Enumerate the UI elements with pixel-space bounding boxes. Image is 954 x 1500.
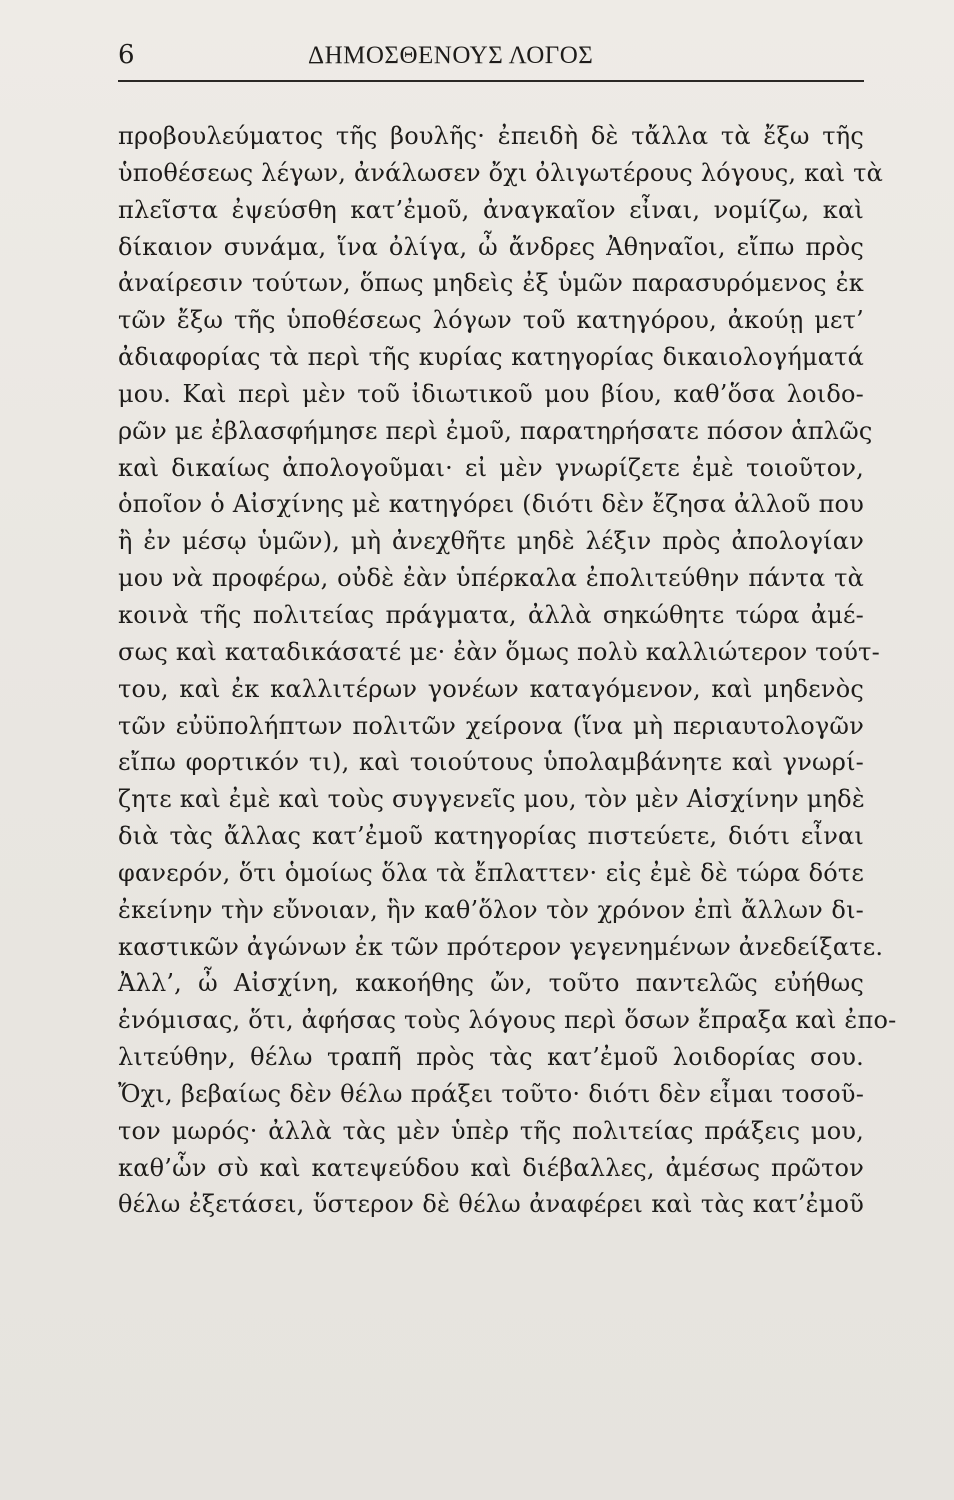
page-header <box>118 38 864 78</box>
text-line: δίκαιον συνάμα, ἵνα ὀλίγα, ὦ ἄνδρες Ἀθηναῖοι, εἴπω πρὸς <box>118 232 864 261</box>
running-title: ΔΗΜΟΣΘΕΝΟΥΣ ΛΟΓΟΣ <box>308 42 594 69</box>
text-line: του, καὶ ἐκ καλλιτέρων γονέων καταγόμενον, καὶ μηδενὸς <box>118 674 864 703</box>
text-line: προβουλεύματος τῆς βουλῆς· ἐπειδὴ δὲ τἄλλα τὰ ἔξω τῆς <box>118 122 864 150</box>
text-line: ὁποῖον ὁ Αἰσχίνης μὲ κατηγόρει (διότι δὲν ἔζησα ἀλλοῦ που <box>118 490 864 519</box>
text-line: φανερόν, ὅτι ὁμοίως ὅλα τὰ ἔπλαττεν· εἰς ἐμὲ δὲ τώρα δότε <box>118 858 864 887</box>
text-line: ὑποθέσεως λέγων, ἀνάλωσεν ὄχι ὀλιγωτέρους λόγους, καὶ τὰ <box>118 158 883 187</box>
text-line: καθ’ὧν σὺ καὶ κατεψεύδου καὶ διέβαλλες, ἀμέσως πρῶτον <box>118 1153 864 1182</box>
text-line: πλεῖστα ἐψεύσθη κατ’ἐμοῦ, ἀναγκαῖον εἶναι, νομίζω, καὶ <box>118 195 864 224</box>
text-line: μου. Καὶ περὶ μὲν τοῦ ἰδιωτικοῦ μου βίου, καθ’ὅσα λοιδο- <box>118 379 864 408</box>
text-line: ἀδιαφορίας τὰ περὶ τῆς κυρίας κατηγορίας δικαιολογήματά <box>118 343 864 372</box>
text-line: ζητε καὶ ἐμὲ καὶ τοὺς συγγενεῖς μου, τὸν μὲν Αἰσχίνην μηδὲ <box>118 785 865 814</box>
text-line: ἐκείνην τὴν εὔνοιαν, ἣν καθ’ὅλον τὸν χρόνον ἐπὶ ἄλλων δι- <box>118 895 864 924</box>
text-line: καὶ δικαίως ἀπολογοῦμαι· εἰ μὲν γνωρίζετε ἐμὲ τοιοῦτον, <box>118 453 864 482</box>
text-line: ρῶν με ἐβλασφήμησε περὶ ἐμοῦ, παρατηρήσατε πόσον ἁπλῶς <box>118 416 873 445</box>
text-line: τῶν εὐϋπολήπτων πολιτῶν χείρονα (ἵνα μὴ περιαυτολογῶν <box>118 711 864 740</box>
text-line: ἐνόμισας, ὅτι, ἀφήσας τοὺς λόγους περὶ ὅσων ἔπραξα καὶ ἐπο- <box>118 1006 897 1035</box>
text-line: κοινὰ τῆς πολιτείας πράγματα, ἀλλὰ σηκώθητε τώρα ἀμέ- <box>118 600 864 629</box>
text-line: καστικῶν ἀγώνων ἐκ τῶν πρότερον γεγενημένων ἀνεδείξατε. <box>118 932 884 961</box>
text-line: Ὄχι, βεβαίως δὲν θέλω πράξει τοῦτο· διότι δὲν εἶμαι τοσοῦ- <box>118 1079 864 1108</box>
text-line: διὰ τὰς ἄλλας κατ’ἐμοῦ κατηγορίας πιστεύετε, διότι εἶναι <box>118 822 864 851</box>
page-number: 6 <box>118 40 135 70</box>
header-rule <box>118 80 864 82</box>
text-line: Ἀλλ’, ὦ Αἰσχίνη, κακοήθης ὤν, τοῦτο παντελῶς εὐήθως <box>118 969 864 998</box>
text-line: τῶν ἔξω τῆς ὑποθέσεως λόγων τοῦ κατηγόρου, ἀκούῃ μετ’ <box>118 306 864 335</box>
text-line: θέλω ἐξετάσει, ὕστερον δὲ θέλω ἀναφέρει καὶ τὰς κατ’ἐμοῦ <box>118 1190 864 1219</box>
text-line: εἴπω φορτικόν τι), καὶ τοιούτους ὑπολαμβάνητε καὶ γνωρί- <box>118 748 864 777</box>
text-line: ἀναίρεσιν τούτων, ὅπως μηδεὶς ἐξ ὑμῶν παρασυρόμενος ἐκ <box>118 269 864 298</box>
text-line: λιτεύθην, θέλω τραπῆ πρὸς τὰς κατ’ἐμοῦ λοιδορίας σου. <box>118 1043 864 1072</box>
text-line: σως καὶ καταδικάσατέ με· ἐὰν ὅμως πολὺ καλλιώτερον τούτ- <box>118 637 880 666</box>
body-text <box>118 118 897 1223</box>
text-line: ἢ ἐν μέσῳ ὑμῶν), μὴ ἀνεχθῆτε μηδὲ λέξιν πρὸς ἀπολογίαν <box>118 527 864 556</box>
text-line: μου νὰ προφέρω, οὐδὲ ἐὰν ὑπέρκαλα ἐπολιτεύθην πάντα τὰ <box>118 564 864 593</box>
text-line: τον μωρός· ἀλλὰ τὰς μὲν ὑπὲρ τῆς πολιτείας πράξεις μου, <box>118 1116 864 1145</box>
